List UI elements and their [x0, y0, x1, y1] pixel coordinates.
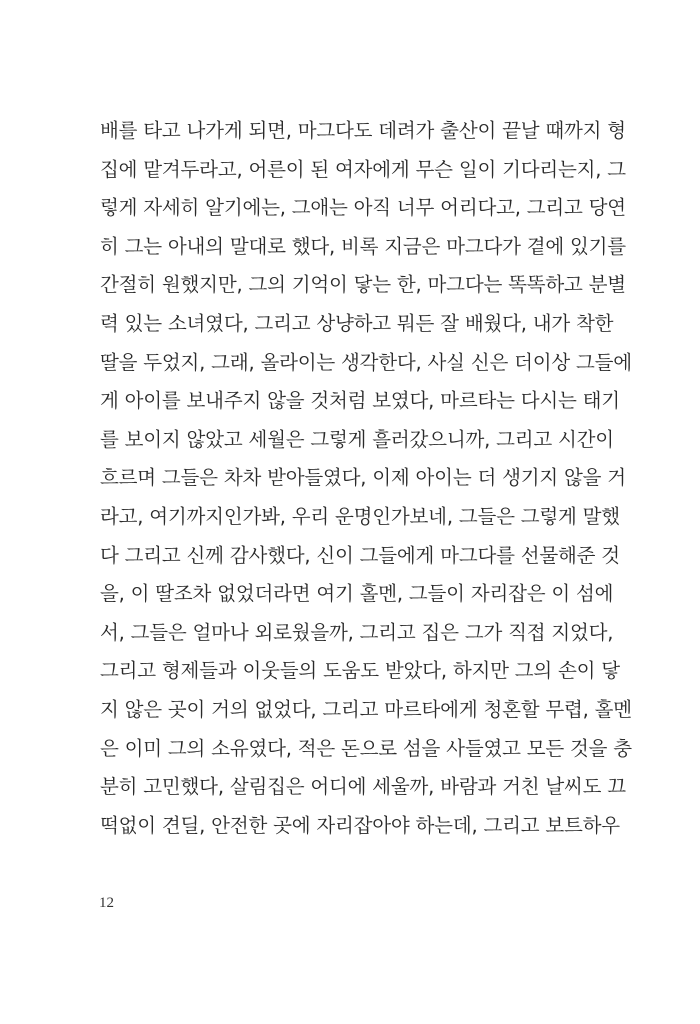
text-line: 를 보이지 않았고 세월은 그렇게 흘러갔으니까, 그리고 시간이 — [100, 427, 614, 451]
body-text — [100, 112, 632, 845]
text-line: 딸을 두었지, 그래, 올라이는 생각한다, 사실 신은 더이상 그들에 — [100, 350, 632, 374]
text-line: 흐르며 그들은 차차 받아들였다, 이제 아이는 더 생기지 않을 거 — [100, 466, 626, 490]
text-line: 지 않은 곳이 거의 없었다, 그리고 마르타에게 청혼할 무렵, 홀멘 — [100, 697, 632, 721]
text-line: 은 이미 그의 소유였다, 적은 돈으로 섬을 사들였고 모든 것을 충 — [100, 736, 632, 760]
text-line: 라고, 여기까지인가봐, 우리 운명인가보네, 그들은 그렇게 말했 — [100, 504, 620, 528]
text-line: 배를 타고 나가게 되면, 마그다도 데려가 출산이 끝날 때까지 형 — [100, 119, 626, 142]
text-line: 그리고 형제들과 이웃들의 도움도 받았다, 하지만 그의 손이 닿 — [100, 659, 620, 683]
text-line: 분히 고민했다, 살림집은 어디에 세울까, 바람과 거친 날씨도 끄 — [100, 775, 626, 799]
page-number: 12 — [99, 895, 114, 911]
text-line: 간절히 원했지만, 그의 기억이 닿는 한, 마그다는 똑똑하고 분별 — [100, 273, 626, 297]
text-line: 떡없이 견딜, 안전한 곳에 자리잡아야 하는데, 그리고 보트하우 — [100, 813, 620, 837]
text-line: 렇게 자세히 알기에는, 그애는 아직 너무 어리다고, 그리고 당연 — [100, 196, 626, 220]
text-line: 게 아이를 보내주지 않을 것처럼 보였다, 마르타는 다시는 태기 — [100, 389, 620, 413]
text-line: 을, 이 딸조차 없었더라면 여기 홀멘, 그들이 자리잡은 이 섬에 — [100, 582, 614, 606]
text-line: 집에 맡겨두라고, 어른이 된 여자에게 무슨 일이 기다리는지, 그 — [100, 157, 626, 181]
text-line: 다 그리고 신께 감사했다, 신이 그들에게 마그다를 선물해준 것 — [100, 543, 620, 567]
text-line: 서, 그들은 얼마나 외로웠을까, 그리고 집은 그가 직접 지었다, — [100, 620, 614, 644]
text-line: 히 그는 아내의 말대로 했다, 비록 지금은 마그다가 곁에 있기를 — [100, 234, 626, 258]
text-line: 력 있는 소녀였다, 그리고 상냥하고 뭐든 잘 배웠다, 내가 착한 — [100, 311, 614, 335]
